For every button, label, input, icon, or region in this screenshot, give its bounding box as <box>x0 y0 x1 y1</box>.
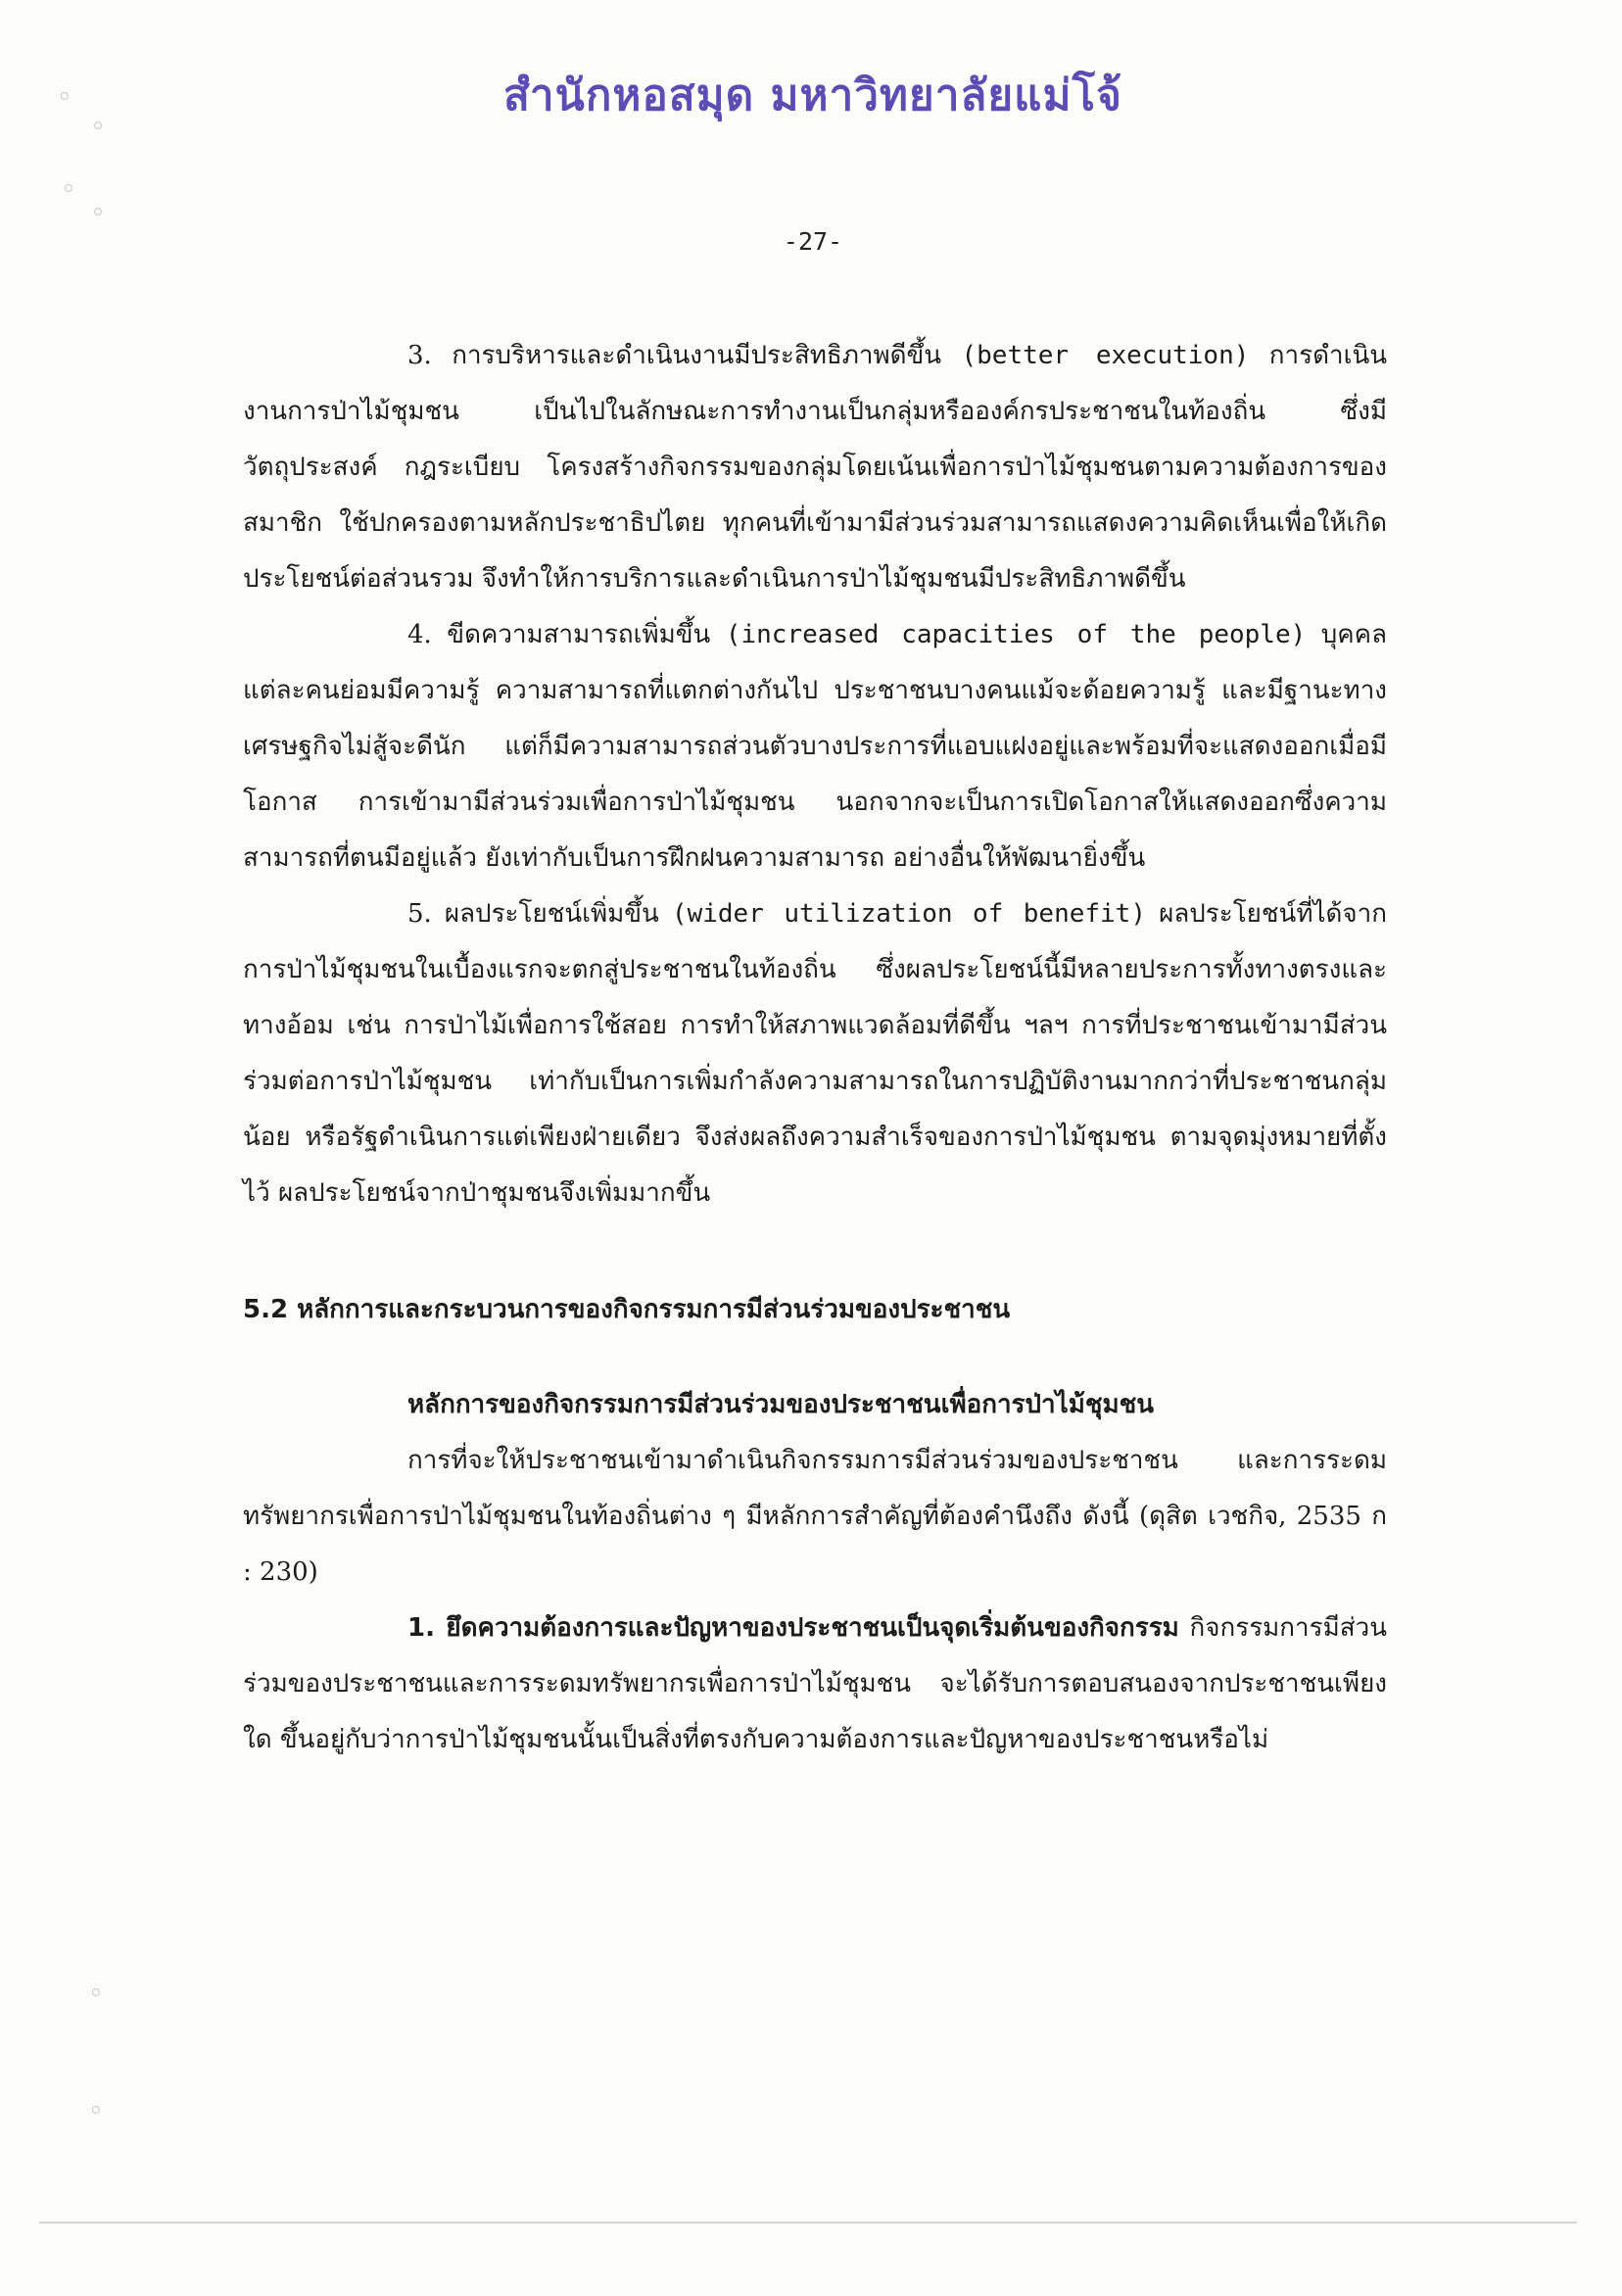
scan-margin-mark <box>65 184 72 192</box>
paragraph-5 <box>243 886 1387 1221</box>
scan-margin-mark <box>92 2106 100 2114</box>
principle-item-1-title: 1. ยึดความต้องการและปัญหาของประชาชนเป็นจุดเริ่มต้นของกิจกรรม <box>407 1613 1179 1643</box>
subsection-heading: หลักการของกิจกรรมการมีส่วนร่วมของประชาชนเพื่อการป่าไม้ชุมชน <box>407 1390 1155 1419</box>
paragraph-4 <box>243 607 1387 886</box>
paragraph-3-lead: 3. การบริหารและดำเนินงานมีประสิทธิภาพดีขึ้น <box>407 341 942 370</box>
scan-bottom-edge <box>39 2222 1577 2224</box>
paragraph-4-body: บุคคลแต่ละคนย่อมมีความรู้ ความสามารถที่แตกต่างกันไป ประชาชนบางคนแม้จะด้อยความรู้ และมีฐานะทางเศรษฐกิจไม่สู้จะดีนัก แต่ก็มีความสามารถส่วนตัวบางประการที่แอบแฝงอยู่และพร้อมที่จะแสดงออกเมื่อมีโอกาส การเข้ามามีส่วนร่วมเพื่อการป่าไม้ชุมชน นอกจากจะเป็นการเปิดโอกาสให้แสดงออกซึ่งความสามารถที่ตนมีอยู่แล้ว ยังเท่ากับเป็นการฝึกฝนความสามารถ อย่างอื่นให้พัฒนายิ่งขึ้น <box>243 620 1388 873</box>
paragraph-3 <box>243 328 1387 607</box>
paragraph-3-english-term: (better execution) <box>961 341 1250 370</box>
scan-margin-mark <box>94 121 102 129</box>
section-intro: การที่จะให้ประชาชนเข้ามาดำเนินกิจกรรมการมีส่วนร่วมของประชาชน และการระดมทรัพยากรเพื่อการป่าไม้ชุมชนในท้องถิ่นต่าง ๆ มีหลักการสำคัญที่ต้องคำนึงถึง ดังนี้ (ดุสิต เวชกิจ, 2535 ก : 230) <box>243 1446 1387 1587</box>
document-body <box>243 328 1387 1768</box>
principle-item-1 <box>243 1601 1387 1768</box>
library-stamp: สำนักหอสมุด มหาวิทยาลัยแม่โจ้ <box>503 71 1122 120</box>
scan-margin-mark <box>61 92 69 100</box>
page-number: -27- <box>783 227 843 256</box>
paragraph-3-body: การดำเนินงานการป่าไม้ชุมชน เป็นไปในลักษณะการทำงานเป็นกลุ่มหรือองค์กรประชาชนในท้องถิ่น ซึ่งมีวัตถุประสงค์ กฎระเบียบ โครงสร้างกิจกรรมของกลุ่มโดยเน้นเพื่อการป่าไม้ชุมชนตามความต้องการของสมาชิก ใช้ปกครองตามหลักประชาธิปไตย ทุกคนที่เข้ามามีส่วนร่วมสามารถแสดงความคิดเห็นเพื่อให้เกิดประโยชน์ต่อส่วนรวม จึงทำให้การบริการและดำเนินการป่าไม้ชุมชนมีประสิทธิภาพดีขึ้น <box>243 341 1388 594</box>
section-heading: 5.2 หลักการและกระบวนการของกิจกรรมการมีส่วนร่วมของประชาชน <box>243 1295 1011 1324</box>
paragraph-4-lead: 4. ขีดความสามารถเพิ่มขึ้น <box>407 620 711 649</box>
paragraph-5-lead: 5. ผลประโยชน์เพิ่มขึ้น <box>407 899 659 929</box>
paragraph-4-english-term: (increased capacities of the people) <box>725 620 1307 649</box>
principle-item-1-body: กิจกรรมการมีส่วนร่วมของประชาชนและการระดมทรัพยากรเพื่อการป่าไม้ชุมชน จะได้รับการตอบสนองจากประชาชนเพียงใด ขึ้นอยู่กับว่าการป่าไม้ชุมชนนั้นเป็นสิ่งที่ตรงกับความต้องการและปัญหาของประชาชนหรือไม่ <box>243 1613 1387 1754</box>
scan-margin-mark <box>92 1988 100 1996</box>
paragraph-5-english-term: (wider utilization of benefit) <box>671 899 1146 929</box>
paragraph-5-body: ผลประโยชน์ที่ได้จากการป่าไม้ชุมชนในเบื้องแรกจะตกสู่ประชาชนในท้องถิ่น ซึ่งผลประโยชน์นี้มีหลายประการทั้งทางตรงและทางอ้อม เช่น การป่าไม้เพื่อการใช้สอย การทำให้สภาพแวดล้อมที่ดีขึ้น ฯลฯ การที่ประชาชนเข้ามามีส่วนร่วมต่อการป่าไม้ชุมชน เท่ากับเป็นการเพิ่มกำลังความสามารถในการปฏิบัติงานมากกว่าที่ประชาชนกลุ่มน้อย หรือรัฐดำเนินการแต่เพียงฝ่ายเดียว จึงส่งผลถึงความสำเร็จของการป่าไม้ชุมชน ตามจุดมุ่งหมายที่ตั้งไว้ ผลประโยชน์จากป่าชุมชนจึงเพิ่มมากขึ้น <box>243 899 1387 1208</box>
scan-margin-mark <box>94 208 102 215</box>
